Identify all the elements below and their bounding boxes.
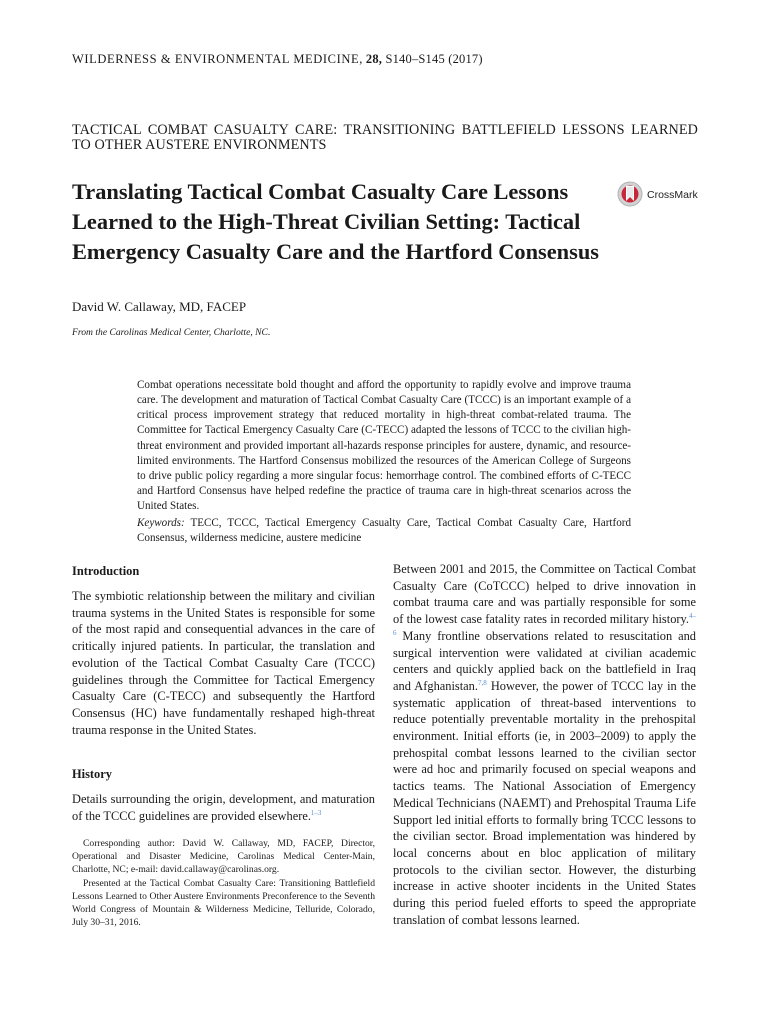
history-heading: History [72, 767, 112, 781]
introduction-text: The symbiotic relationship between the military and civilian trauma systems in the United States is responsible for some of the most rapid and consequential advances in the care of critically injured patients. In particular, the translation and evolution of the Tactical Combat Casualty Care (TCCC) guidelines through the Committee for Tactical Emergency Casualty Care (C-TECC) and subsequently the Hartford Consensus (HC) have fundamentally reshaped high-threat trauma response in the United States. [72, 589, 375, 737]
history-text [72, 791, 375, 824]
journal-pages: S140–S145 (2017) [385, 52, 483, 66]
history-citation[interactable]: 1–3 [310, 808, 322, 817]
introduction-body [72, 588, 375, 738]
right-text-part-1: Between 2001 and 2015, the Committee on Tactical Combat Casualty Care (CoTCCC) helped to drive innovation in combat trauma care and was partially responsible for some of the lowest case fatality rates in recorded military history. [393, 562, 696, 627]
keywords-text: TECC, TCCC, Tactical Emergency Casualty Care, Tactical Combat Casualty Care, Hartford Consensus, wilderness medicine, austere medicine [137, 517, 631, 545]
right-text-part-2: Many frontline observations related to resuscitation and surgical intervention were validated at civilian academic centers and quickly applied back on the battlefield in Iraq and Afghanistan. [393, 628, 696, 693]
citation-4-6[interactable]: 4–6 [393, 612, 696, 637]
crossmark-label: CrossMark [647, 189, 698, 201]
presentation-note: Presented at the Tactical Combat Casualty Care: Transitioning Battlefield Lessons Learned to Other Austere Environments Preconference to the Seventh World Congress of Mountain & Wilderness Medicine, Telluride, Colorado, July 30–31, 2016. [72, 877, 375, 929]
right-text-part-3: However, the power of TCCC lay in the systematic application of threat-based interventions to reduce potentially preventable mortality in the prehospital environment. Initial efforts (ie, in 2003–2009) to apply the prehospital combat lessons learned to the civilian sector were ad hoc and primarily focused on special weapons and tactics teams. The National Association of Emergency Medical Technicians (NAEMT) and Prehospital Trauma Life Support led initial efforts to formally bring TCCC lessons to the civilian sector. Broad implementation was hindered by local concerns about en bloc application of military protocols to the civilian sector. However, the disturbing increase in active shooter incidents in the United States during this period fueled efforts to speed the appropriate translation of combat lessons learned. [393, 678, 696, 927]
corresponding-author-note: Corresponding author: David W. Callaway, MD, FACEP, Director, Operational and Disaster Medicine, Carolinas Medical Center-Main, Charlotte, NC; e-mail: david.callaway@carolinas.org. [72, 838, 375, 876]
footnotes [72, 837, 375, 929]
affiliation: From the Carolinas Medical Center, Charlotte, NC. [72, 327, 271, 338]
author: David W. Callaway, MD, FACEP [72, 299, 247, 314]
history-body [72, 791, 375, 824]
history-section [72, 766, 375, 783]
series-title: TACTICAL COMBAT CASUALTY CARE: TRANSITIONING BATTLEFIELD LESSONS LEARNED TO OTHER AUSTERE ENVIRONMENTS [72, 122, 698, 153]
citation-7-8[interactable]: 7,8 [477, 678, 487, 687]
keywords-label: Keywords: [137, 517, 185, 529]
journal-name: WILDERNESS & ENVIRONMENTAL MEDICINE [72, 52, 360, 66]
journal-volume: 28, [365, 52, 383, 66]
article-title: Translating Tactical Combat Casualty Care Lessons Learned to the High-Threat Civilian Setting: Tactical Emergency Casualty Care and the Hartford Consensus [72, 179, 599, 264]
crossmark-badge[interactable] [617, 180, 707, 212]
journal-header: WILDERNESS & ENVIRONMENTAL MEDICINE, 28, S140–S145 (2017) [72, 52, 483, 66]
crossmark-icon [617, 180, 643, 210]
right-column-paragraph [393, 561, 696, 928]
history-text-body: Details surrounding the origin, development, and maturation of the TCCC guidelines are provided elsewhere. [72, 792, 375, 823]
keywords [137, 516, 631, 546]
right-column-body [393, 561, 696, 928]
abstract-text: Combat operations necessitate bold thought and afford the opportunity to rapidly evolve and improve trauma care. The development and maturation of Tactical Combat Casualty Care (TCCC) is an important example of a critical process improvement strategy that reduced mortality in high-threat combat-related trauma. The Committee for Tactical Emergency Casualty Care (C-TECC) adapted the lessons of TCCC to the civilian high-threat environment and provided important all-hazards response principles for austere, dynamic, and resource-limited environments. The Hartford Consensus mobilized the resources of the American College of Surgeons to drive public policy regarding a more singular focus: hemorrhage control. The combined efforts of C-TECC and Hartford Consensus have helped redefine the practice of trauma care in high-threat scenarios across the United States. [137, 379, 631, 513]
introduction-heading: Introduction [72, 564, 140, 578]
introduction-section [72, 563, 375, 580]
abstract [137, 378, 631, 514]
